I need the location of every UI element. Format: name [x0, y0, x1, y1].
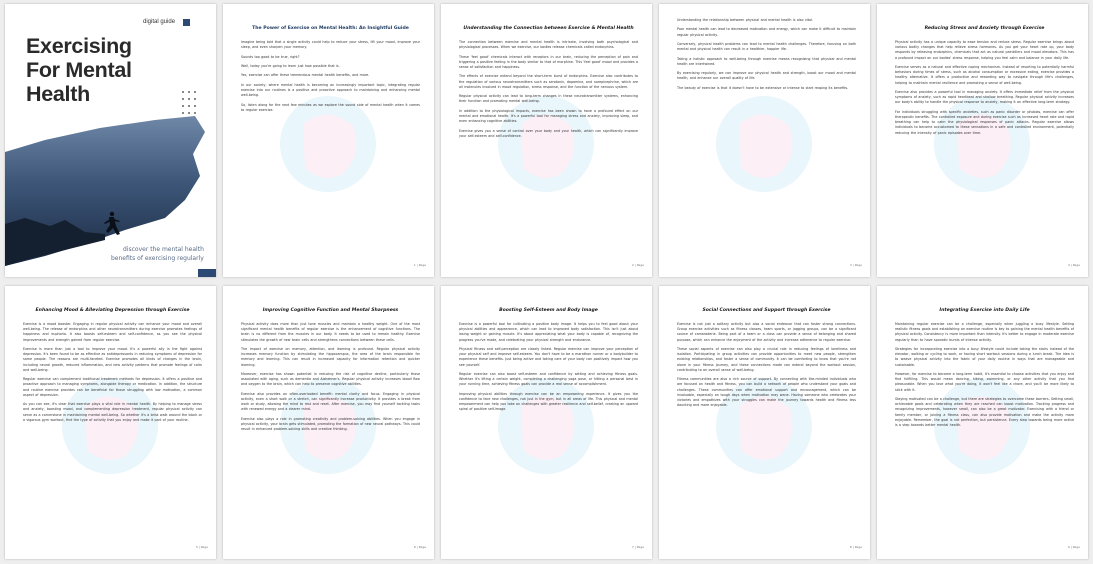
page-title: Boosting Self-Esteem and Body Image — [499, 308, 598, 313]
paragraph: Exercise serves as a natural and effective coping mechanism. Instead of resorting to potentially harmful behaviors during times of stress, such as alcohol consumption or excessive eating, exercise provides a healthy alternative. It offers a productive and rewarding way to navigate through life's challenges, helping to maintain mental resilience and promoting a sense of well-being. — [895, 65, 1074, 85]
document-page[interactable] — [441, 4, 652, 277]
paragraph: Regular physical activity can lead to long-term changes in these neurotransmitter systems, enhancing their function and promoting mental well-being. — [459, 94, 638, 104]
page-title: Understanding the Connection between Exercise & Mental Health — [463, 26, 634, 31]
cover-title-line: For Mental — [26, 58, 132, 82]
paragraph: Regular exercise can also boost self-esteem and confidence by setting and achieving fitness goals. Whether it's lifting a certain weight, completing a challenging yoga pose, or hitting a personal best in your running time, achieving fitness goals can provide a real sense of accomplishment. — [459, 372, 638, 387]
cover-image-runner — [5, 4, 216, 277]
document-page[interactable] — [441, 286, 652, 559]
paragraph: By exercising regularly, we can improve our physical health and strength, boost our mood and mental health, and enhance our overall quality of life. — [677, 71, 856, 81]
page-title: Social Connections and Support through Exercise — [702, 308, 831, 313]
cover-subtitle-line: discover the mental health — [123, 246, 204, 253]
paragraph: Physical activity has a unique capacity to ease tension and reduce stress. Regular exercise brings about various bodily changes that help relieve stress hormones. As you get your heart rate up, your body responds by releasing endorphins, chemicals that act as natural painkillers and mood elevators. This has a profound impact on our bodies' stress response, helping you feel calm and balance in your daily life. — [895, 40, 1074, 60]
paragraph: Exercise also provides an often-overlooked benefit: mental clarity and focus. Engaging in physical activity, even a short walk or a stretch, can significantly increase productivity. It provides a break from work or study, allowing the mind to rest and reset. After exercise, you may find yourself tackling tasks with renewed energy and a clearer mind. — [241, 391, 420, 412]
paragraph: Staying motivated can be a challenge, but there are strategies to overcome these barriers. Setting small, achievable goals and celebrating when they are reached can boost motivation. Tracking progress and recognizing improvements, however small, can also be a great motivator. Exercising with a friend or family member, or joining a fitness class, can also provide motivation and make the activity more enjoyable. Remember, the goal is not perfection, but persistence. Every step towards being more active is a step towards better mental health. — [895, 397, 1074, 428]
page-title: Integrating Exercise into Daily Life — [939, 308, 1030, 313]
paragraph: As you can see, it's clear that exercise plays a vital role in mental health. By helping to manage stress and anxiety, boosting mood, and complementing depression treatment, regular physical activity can serve as a cornerstone in maintaining mental well-being. So whether it's a brisk walk around the block or a vigorous gym workout, find the type of activity that you enjoy and make it part of your routine. — [23, 402, 202, 422]
page-number: 8 | Page — [849, 545, 862, 549]
page-title: The Power of Exercise on Mental Health: An Insightful Guide — [252, 26, 409, 31]
cover-title-line: Health — [26, 82, 90, 106]
paragraph: Exercise is more than just a tool to improve your mood. It's a powerful ally in the fight against depression. It's been found to be as effective as antidepressants in reducing symptoms of depression for some people. The reasons are multi-faceted. Exercise promotes all kinds of changes in the brain, including neural growth, reduced inflammation, and new activity patterns that promote feelings of calm and well-being. — [23, 347, 202, 372]
paragraph: Exercise is not just a solitary activity but also a social endeavor that can foster strong connections. Group exercise activities such as fitness classes, team sports, or jogging groups, can be a significant source of camaraderie. Being part of a team or a class can provide a sense of belonging and shared purpose, which can enhance the enjoyment of the activity and increase adherence to regular exercise. — [677, 322, 856, 342]
paragraph: Conversely, physical health problems can lead to mental health challenges. Therefore, focusing on both mental and physical health can result in a healthier, happier life. — [677, 41, 856, 52]
paragraph: The beauty of exercise is that it doesn't have to be extensive or intense to start reaping its benefits. — [677, 85, 849, 90]
page-number: 5 | Page — [195, 545, 208, 549]
paragraph: These social aspects of exercise can also play a crucial role in reducing feelings of loneliness and isolation. Participating in group activities can provide opportunities to meet new people, strengthen existing relationships, and foster a sense of community. It can be comforting to know that you're not alone in your fitness journey, and these connections made can extend beyond the workout session, contributing to an overall sense of well-being. — [677, 347, 856, 372]
document-page[interactable] — [223, 286, 434, 559]
paragraph: Exercise is a powerful tool for cultivating a positive body image. It helps you to feel good about your physical abilities and appearance, which can lead to improved body satisfaction. This isn't just about losing weight or gaining muscle. It's about appreciating what your body is capable of, recognizing the progress you've made, and celebrating your physical strength and endurance. — [459, 322, 638, 342]
paragraph: The impact of exercise on memory, attention, and learning is profound. Regular physical activity increases memory function by stimulating the hippocampus, the area of the brain responsible for memory and learning. This can result in increased capacity for information retention and quicker learning. — [241, 347, 420, 367]
page-number: 1 | Page — [413, 263, 426, 267]
paragraph: Exercise also plays a role in promoting creativity and problem-solving abilities. When you engage in physical activity, your brain gets stimulated, promoting the formation of new neural pathways. This could result in enhanced problem-solving skills and creative thinking. — [241, 416, 420, 432]
page-title: Reducing Stress and Anxiety through Exercise — [924, 26, 1045, 31]
paragraph: Poor mental health can lead to decreased motivation and energy, which can make it difficult to maintain regular physical activity. — [677, 27, 856, 37]
paragraph: Strategies for incorporating exercise into a busy lifestyle could include taking the stairs instead of the elevator, walking or cycling to work, or having short workout sessions during a lunch break. The idea is to weave physical activity into the fabric of your daily routine in ways that are manageable and sustainable. — [895, 347, 1074, 367]
paragraph: Exercise is a mood booster. Engaging in regular physical activity can enhance your mood and overall well-being. The release of endorphins and other neurotransmitters during exercise promotes feelings of happiness and euphoria. It also boosts self-esteem and self-confidence, as you see the physical improvements and strength gained from regular exercise. — [23, 322, 202, 342]
cover-title-line: Exercising — [26, 34, 132, 58]
cover-subtitle-line: benefits of exercising regularly — [111, 255, 204, 262]
paragraph: The effects of exercise extend beyond the short-term burst of endorphins. Exercise also contributes to the regulation of various neurotransmitters such as serotonin, dopamine, and norepinephrine, which are all molecules involved in mood regulation, stress response, and the function of the nervous system. — [459, 74, 638, 89]
paragraph: Exercise gives you a sense of control over your body and your health, which can significantly improve your self-esteem and self-confidence. — [459, 128, 638, 138]
page-number: 9 | Page — [1067, 545, 1080, 549]
page-number: 6 | Page — [413, 545, 426, 549]
paragraph: Sounds too good to be true, right? — [241, 54, 300, 59]
document-page[interactable] — [5, 286, 216, 559]
paragraph: Taking a holistic approach to well-being through exercise means recognizing that physical and mental health are intertwined. — [677, 56, 856, 66]
paragraph: Exercise also provides a powerful tool in managing anxiety. It offers immediate relief from the physical symptoms of anxiety, such as rapid heartbeat and shallow breathing. Regular physical activity increases our body's ability to handle the physical response to anxiety, making it an effective long-term strategy. — [895, 90, 1074, 105]
paragraph: Improving physical abilities through exercise can be an empowering experience. It gives you the confidence to face new challenges, not just in the gym, but in all areas of life. This physical and mental empowerment can help you take on challenges with greater resilience and self-belief, creating an upward spiral of positive self-image. — [459, 391, 638, 412]
paragraph: These 'feel good' chemicals interact with receptors in our brain, reducing the perception of pain and triggering a positive feeling in the body similar to that of morphine. This 'feel good' mood and provides a sense of satisfaction and happiness. — [459, 54, 638, 69]
page-title: Enhancing Mood & Alleviating Depression through Exercise — [35, 308, 190, 313]
cover-tag: digital guide — [143, 19, 176, 25]
document-page[interactable] — [877, 286, 1088, 559]
document-page[interactable] — [659, 286, 870, 559]
cover-page[interactable] — [5, 4, 216, 277]
paragraph: In our society, where mental health is becoming an increasingly important topic, integrating regular exercise into our routines is a positive and proactive approach to maintaining and enhancing mental well-being. — [241, 82, 420, 98]
paragraph: However, for exercise to become a long-term habit, it's essential to choose activities that you enjoy and find fulfilling. This would mean dancing, hiking, swimming, or any other activity that you find pleasurable. When you love what you're doing, it won't feel like a chore, and you'll be more likely to stick with it. — [895, 372, 1074, 392]
paragraph: The connection between exercise and mental health is intricate, involving both psychological and physiological processes. When we exercise, our bodies release chemicals called endorphins. — [459, 40, 638, 50]
cover-accent-bar — [198, 269, 216, 277]
document-page[interactable] — [223, 4, 434, 277]
paragraph: Fitness communities are also a rich source of support. By connecting with like-minded individuals who are focused on health and fitness, you can build a network of people who understand your goals and challenges. These communities can offer emotional support and encouragement, which can be invaluable, especially on tough days when motivation may wane. Having someone who celebrates your victories and empathizes with your struggles can make the journey towards health and fitness less daunting and more enjoyable. — [677, 377, 856, 408]
paragraph: Moreover, exercise has shown potential in reducing the risk of cognitive decline, particularly those associated with aging, such as dementia and Alzheimer's. Regular physical activity increases blood flow and oxygen to the brain, which can help to preserve cognitive abilities. — [241, 372, 420, 387]
paragraph: In addition to the physiological impacts, exercise has been shown to have a profound effect on our mental and emotional health. It's a powerful tool for managing stress and anxiety, improving sleep, and even enhancing cognitive abilities. — [459, 108, 638, 124]
page-number: 4 | Page — [1067, 263, 1080, 267]
page-title: Improving Cognitive Function and Mental Sharpness — [262, 308, 399, 313]
page-number: 7 | Page — [631, 545, 644, 549]
paragraph: Well, today you're going to learn just how possible that is. — [241, 63, 340, 68]
document-page[interactable] — [877, 4, 1088, 277]
document-page[interactable] — [659, 4, 870, 277]
page-number: 2 | Page — [631, 263, 644, 267]
paragraph: For individuals struggling with specific anxieties, such as panic disorder or phobias, exercise can offer therapeutic benefits. The controlled exposure and during exercise such as increased heart rate and rapid breathing can help to calm the physiological responses of panic attacks. Regular exercise allows individuals to become accustomed to these sensations in a safe and controlled environment, potentially reducing the intensity of panic episodes over time. — [895, 109, 1074, 135]
paragraph: Imagine being told that a single activity could help to reduce your stress, lift your mood, improve your sleep, and even sharpen your memory. — [241, 40, 420, 50]
paragraph: Understanding the relationship between physical and mental health is also vital. — [677, 18, 813, 22]
paragraph: Physical fitness and self-perception are closely linked. Regular exercise can improve your perception of your physical self and improve self-esteem. You don't have to be a marathon runner or a bodybuilder to experience these benefits. Just being active and taking care of your body can positively impact how you see yourself. — [459, 347, 638, 367]
paragraph: Maintaining regular exercise can be a challenge, especially when juggling a busy lifestyle. Setting realistic fitness goals and establishing an exercise routine is key to gaining the mental health benefits of physical activity. Consistency is more important than intensity. It's better to engage in moderate exercise regularly than to have sporadic bursts of intense activity. — [895, 322, 1074, 342]
paragraph: Regular exercise can complement traditional treatment methods for depression. It offers a positive and proactive approach to managing symptoms, alongside therapy or medication. In addition, the structure and routine exercise provides can be beneficial for those struggling with low motivation, a common aspect of depression. — [23, 377, 202, 397]
paragraph: So, listen along for the next few minutes as we explore the sound side of mental health when it comes to regular exercise. — [241, 102, 420, 112]
paragraph: Yes, exercise can offer these tremendous mental health benefits, and more. — [241, 73, 370, 78]
page-number: 3 | Page — [849, 263, 862, 267]
paragraph: Physical activity does more than just tone muscles and maintain a healthy weight. One of the most significant mental health benefits of regular exercise is the enhancement of cognitive functions. The brain is no different from the muscles in our body. It needs to be used to remain healthy. Exercise stimulates the growth of new brain cells and strengthens connections between these cells. — [241, 322, 420, 342]
